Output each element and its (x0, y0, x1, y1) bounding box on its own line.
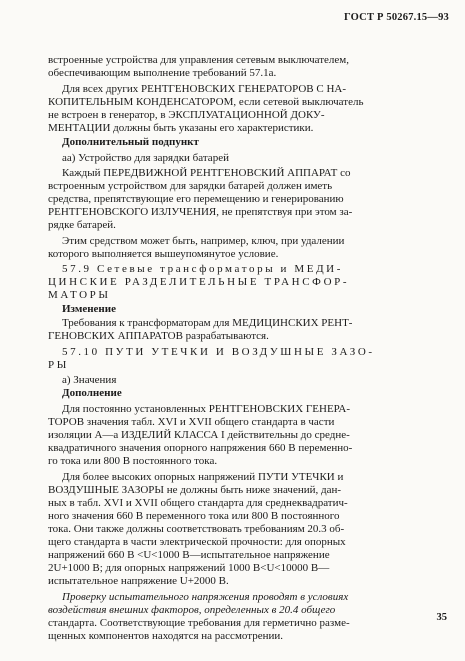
section-heading: ЦИНСКИЕ РАЗДЕЛИТЕЛЬНЫЕ ТРАНСФОР- (48, 276, 350, 288)
text-line: Каждый ПЕРЕДВИЖНОЙ РЕНТГЕНОВСКИЙ АППАРАТ со (62, 167, 351, 179)
text-line: Для всех других РЕНТГЕНОВСКИХ ГЕНЕРАТОРОВ С НА- (62, 83, 347, 95)
text-line: щего стандарта в части электрической прочности: для опорных (48, 536, 346, 548)
text-line: обеспечивающим выполнение требований 57.1а. (48, 67, 277, 79)
text-line: встроенные устройства для управления сетевым выключателем, (48, 54, 350, 66)
text-line: РЕНТГЕНОВСКОГО ИЗЛУЧЕНИЯ, не препятствуя при этом за- (48, 206, 353, 218)
text-line: встроенным устройством для зарядки батарей должен иметь (48, 180, 333, 192)
text-line: ТОРОВ значения табл. XVI и XVII общего стандарта в части (48, 416, 335, 428)
text-line: КОПИТЕЛЬНЫМ КОНДЕНСАТОРОМ, если сетевой выключатель (48, 96, 364, 108)
section-heading: МАТОРЫ (48, 289, 111, 301)
text-line: не встроен в генератор, в ЭКСПЛУАТАЦИОННОЙ ДОКУ- (48, 109, 325, 121)
text-line: ных в табл. XVI и XVII общего стандарта для среднеквадратич- (48, 497, 348, 509)
text-line: аа) Устройство для зарядки батарей (62, 152, 229, 164)
text-line: воздействия внешних факторов, определенных в 20.4 общего (48, 604, 336, 616)
text-line: го тока или 800 В постоянного тока. (48, 455, 218, 467)
text-line: которого выполняется вышеупомянутое условие. (48, 248, 279, 260)
text-line: испытательное напряжение U+2000 В. (48, 575, 229, 587)
text-line: а) Значения (62, 374, 117, 386)
text-line: тока. Они также должны соответствовать требованиям 20.3 об- (48, 523, 345, 535)
text-line: ного значения 660 В переменного тока или 800 В постоянного (48, 510, 340, 522)
text-line: ГЕНОВСКИХ АППАРАТОВ разрабатываются. (48, 330, 269, 342)
text-line: изоляции А—а ИЗДЕЛИЙ КЛАССА I действительны до средне- (48, 429, 350, 441)
text-line: МЕНТАЦИИ должны быть указаны его характеристики. (48, 122, 314, 134)
document-header: ГОСТ Р 50267.15—93 (344, 12, 449, 23)
section-heading: 57.9 Сетевые трансформаторы и МЕДИ- (62, 263, 343, 275)
text-line: щенных компонентов находятся на рассмотрении. (48, 630, 283, 642)
subsection-heading: Дополнение (62, 387, 122, 399)
text-line: Этим средством может быть, например, ключ, при удалении (62, 235, 345, 247)
text-line: ВОЗДУШНЫЕ ЗАЗОРЫ не должны быть ниже значений, дан- (48, 484, 342, 496)
section-heading: РЫ (48, 359, 69, 371)
text-line: Для более высоких опорных напряжений ПУТИ УТЕЧКИ и (62, 471, 344, 483)
text-line: рядке батарей. (48, 219, 116, 231)
text-line: квадратичного значения опорного напряжения 660 В переменно- (48, 442, 353, 454)
subsection-heading: Дополнительный подпункт (62, 136, 199, 148)
page-number: 35 (436, 612, 447, 623)
text-line: стандарта. Соответствующие требования для герметично разме- (48, 617, 350, 629)
text-line: Проверку испытательного напряжения проводят в условиях (62, 591, 349, 603)
text-line: средства, препятствующие его перемещению и генерированию (48, 193, 344, 205)
text-line: Требования к трансформаторам для МЕДИЦИНСКИХ РЕНТ- (62, 317, 353, 329)
section-heading: 57.10 ПУТИ УТЕЧКИ И ВОЗДУШНЫЕ ЗАЗО- (62, 346, 375, 358)
text-line: 2U+1000 В; для опорных напряжений 1000 В<U<10000 В— (48, 562, 330, 574)
subsection-heading: Изменение (62, 303, 116, 315)
text-line: Для постоянно установленных РЕНТГЕНОВСКИХ ГЕНЕРА- (62, 403, 350, 415)
text-line: напряжений 660 В <U<1000 В—испытательное напряжение (48, 549, 330, 561)
